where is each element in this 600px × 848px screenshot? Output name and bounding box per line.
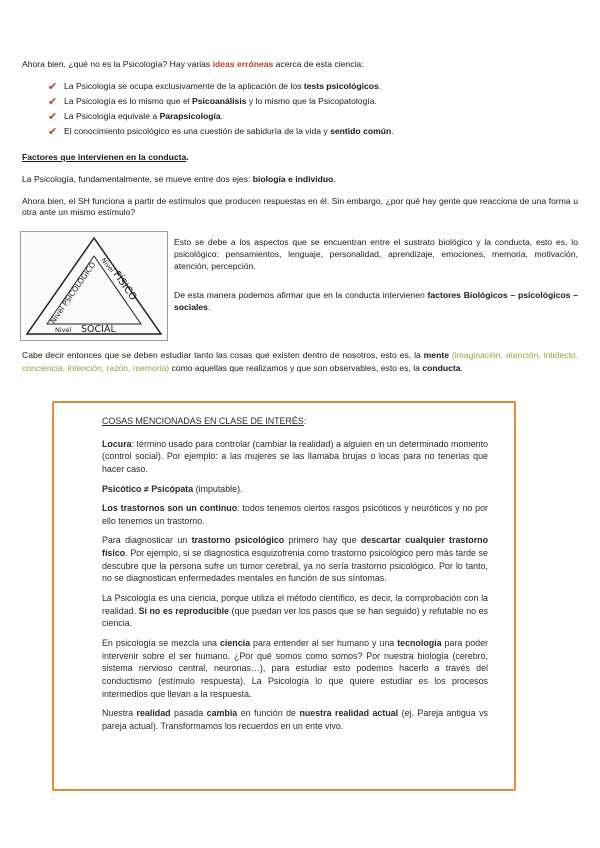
- psicologico-label: Nivel PSICOLÓGICO: [48, 260, 98, 326]
- checkmark-icon: ✔: [48, 125, 58, 138]
- checkmark-icon: ✔: [48, 110, 58, 123]
- fisico-label: FÍSICO: [110, 269, 139, 303]
- factors-paragraph: De esta manera podemos afirmar que en la conducta intervienen factores Biológicos – psicológicos – sociales.: [174, 290, 579, 313]
- checkmark-icon: ✔: [48, 80, 58, 93]
- triangle-svg: [21, 232, 167, 340]
- ideas-erroneas-highlight: ideas erróneas: [212, 59, 274, 69]
- checkmark-icon: ✔: [48, 95, 58, 108]
- levels-triangle-diagram: [20, 231, 168, 341]
- list-item: ✔ La Psicología es lo mismo que el Psicoanálisis y lo mismo que la Psicopatología.: [48, 95, 377, 108]
- class-notes-box: [52, 401, 516, 791]
- axes-paragraph: La Psicología, fundamentalmente, se mueve entre dos ejes: biología e individuo.: [22, 174, 336, 184]
- realidad-note: Nuestra realidad pasada cambia en función de nuestra realidad actual (ej. Pareja antigua vs pareja actual). Transformamos los recuerdos en un ente vivo.: [102, 708, 488, 731]
- diagnosticar-note: Para diagnosticar un trastorno psicológico primero hay que descartar cualquier trastorno físico. Por ejemplo, si se diagnostica esquizofrenia como trastorno psicológico pero más tarde se descubre que la persona sufre un tumor cerebral, ya no sería trastorno psicológico. Por lo tanto, no se diagnostican enfermedades mentales en función de sus síntomas.: [102, 535, 488, 584]
- ciencia-note: La Psicología es una ciencia, porque utiliza el método científico, es decir, la comprobación con la realidad. Si no es reproducible (que puedan ver los pasos que se han seguido) y refutable no es ciencia.: [102, 593, 489, 629]
- list-item: ✔ La Psicología equivale a Parapsicología.: [48, 110, 224, 123]
- fisico-nivel-label: Nivel: [99, 256, 116, 275]
- mezcla-note: En psicología se mezcla una ciencia para entender al ser humano y una tecnología para poder intervenir sobre el ser humano. ¿Por qué somos como somos? Por nuestra biología (cerebro, sistema nervioso central, neuronas…), para estudiar esto podemos hacerlo a través del conductismo (estímulo respuesta). La Psicología lo que quiere estudiar es los procesos intermedios que llevan a la respuesta.: [102, 637, 488, 699]
- mind-aspects-highlight: (imaginación, atención, intelecto, conciencia, intención, razón, memoria): [22, 350, 579, 374]
- psicotico-note: Psicótico ≠ Psicópata (imputable).: [102, 483, 243, 494]
- social-nivel-label: Nivel: [55, 326, 72, 334]
- study-paragraph: Cabe decir entonces que se deben estudiar tanto las cosas que existen dentro de nosotros, esto es, la mente (imaginación, atención, intelecto, conciencia, intención, razón, memoria) como aquellas que realizamos y que son observables, esto es, la conducta.: [22, 350, 579, 374]
- sh-paragraph: Ahora bien, el SH funciona a partir de estímulos que producen respuestas en él. Sin embargo, ¿por qué hay gente que reacciona de una forma u otra ante un mismo estímulo?: [22, 196, 578, 218]
- section-heading: Factores que intervienen en la conducta.: [22, 152, 189, 162]
- class-notes-content: [102, 415, 488, 739]
- list-item: ✔ El conocimiento psicológico es una cuestión de sabiduría de la vida y sentido común.: [48, 125, 394, 138]
- erroneous-ideas-list: [48, 81, 568, 141]
- intro-line: Ahora bien, ¿qué no es la Psicología? Hay varias ideas erróneas acerca de esta ciencia:: [22, 59, 364, 69]
- outer-triangle: [27, 238, 161, 334]
- locura-note: Locura: término usado para controlar (cambiar la realidad) a alguien en un determinado momento (control social). Por ejemplo: a las mujeres se las llamaba brujas o locas para no tenerlas que hacer caso.: [102, 438, 488, 474]
- social-label: SOCIAL: [81, 324, 116, 335]
- aspects-paragraph: Esto se debe a los aspectos que se encuentran entre el sustrato biológico y la conducta, esto es, lo psicológico: pensamientos, lenguaje, personalidad, aprendizaje, emociones, memoria, motivación, atención, percepción.: [174, 237, 578, 272]
- list-item: ✔ La Psicología se ocupa exclusivamente de la aplicación de los tests psicológicos.: [48, 80, 382, 93]
- trastornos-note: Los trastornos son un continuo: todos tenemos ciertos rasgos psicóticos y neuróticos y no por ello tenemos un trastorno.: [102, 503, 489, 526]
- box-title: COSAS MENCIONADAS EN CLASE DE INTERÉS:: [102, 416, 307, 426]
